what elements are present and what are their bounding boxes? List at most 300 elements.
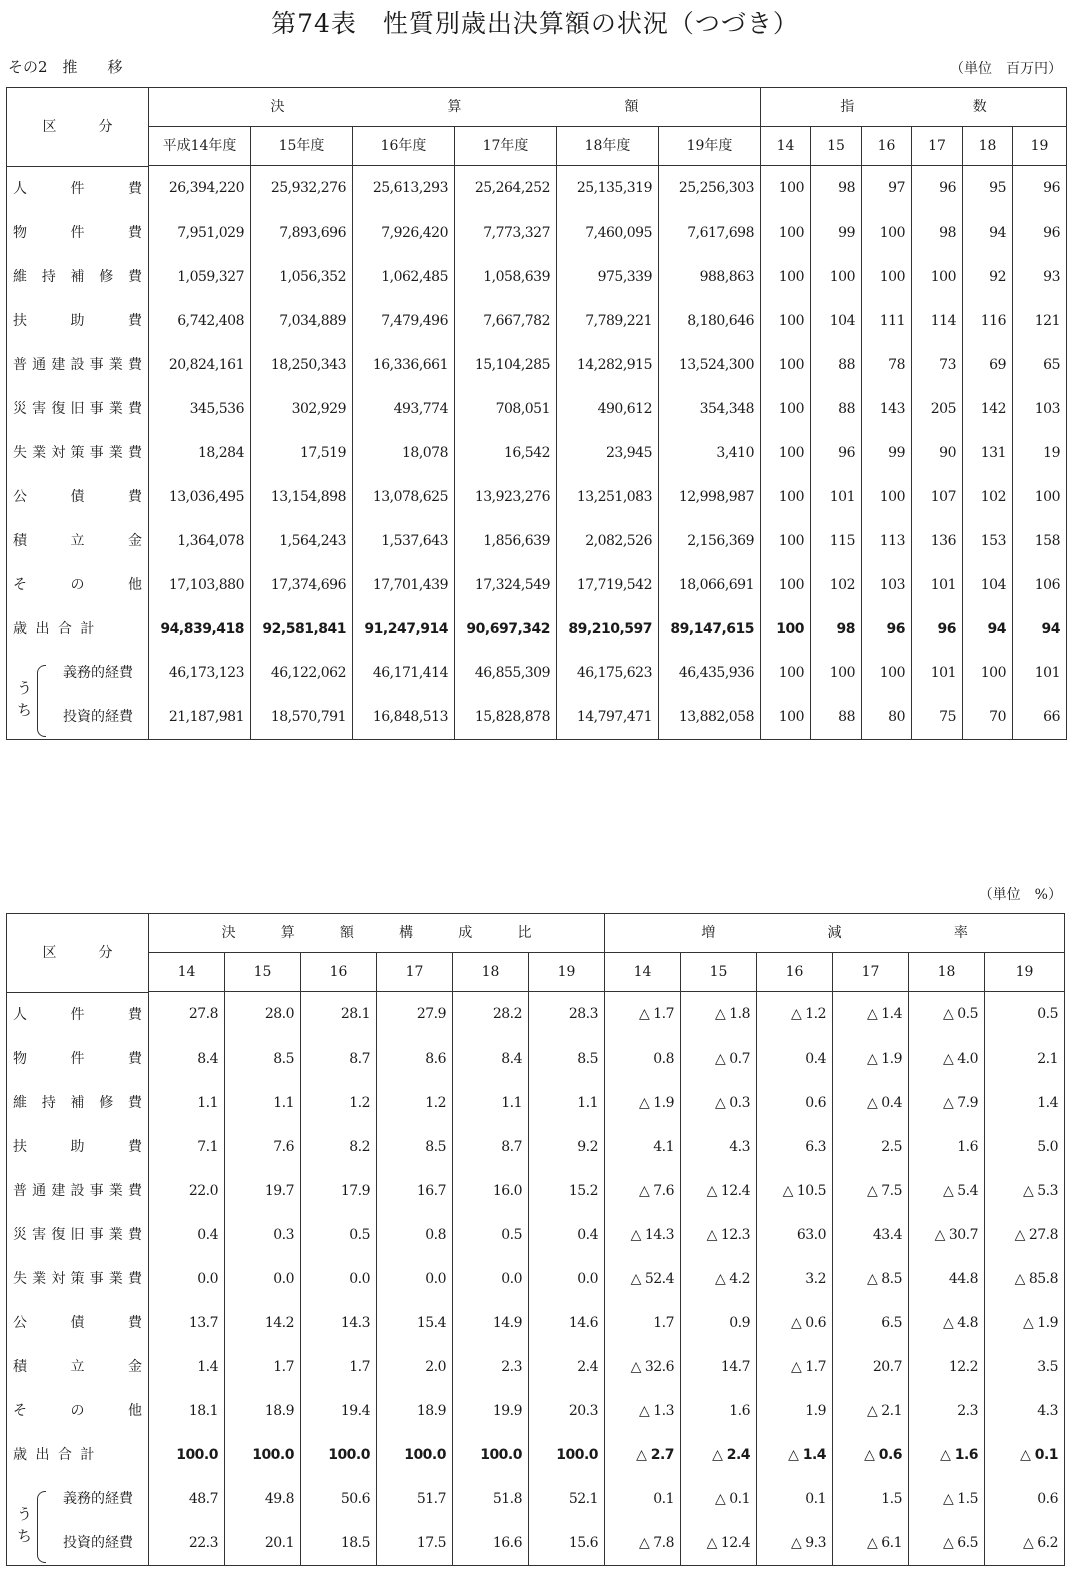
table-row (7, 475, 1067, 519)
value-cell: 51.8 (453, 1477, 529, 1521)
table-row (7, 299, 1067, 343)
value-cell: 25,264,252 (455, 166, 557, 211)
value-cell: △ 0.4 (833, 1081, 909, 1125)
column-header: 14 (149, 953, 225, 992)
value-cell: 16,336,661 (353, 343, 455, 387)
value-cell: △ 1.9 (605, 1081, 681, 1125)
row-label-char: 公 (13, 1314, 27, 1331)
row-label (7, 166, 148, 211)
row-label-char: 修 (99, 1094, 114, 1111)
row-label-char: 事 (89, 1226, 104, 1243)
value-cell: 100 (761, 651, 811, 695)
value-cell: 1.1 (225, 1081, 301, 1125)
value-cell: 20.3 (529, 1389, 605, 1433)
value-cell: 142 (963, 387, 1013, 431)
sub-row (7, 651, 1067, 695)
value-cell: 46,171,414 (353, 651, 455, 695)
value-cell: 1,564,243 (251, 519, 353, 563)
column-header: 16 (301, 953, 377, 992)
row-label-char: 持 (41, 1094, 56, 1111)
value-cell: 51.7 (377, 1477, 453, 1521)
table-row (7, 1213, 1065, 1257)
value-cell: △ 2.1 (833, 1389, 909, 1433)
row-label-char: 策 (70, 1270, 85, 1287)
value-cell: 17,103,880 (149, 563, 251, 607)
group-header-ratio (149, 914, 605, 953)
value-cell: 15.6 (529, 1521, 605, 1566)
column-header: 17 (377, 953, 453, 992)
value-cell: 2.0 (377, 1345, 453, 1389)
row-label-char: 費 (127, 1270, 142, 1287)
value-cell: 8.5 (529, 1037, 605, 1081)
page-title: 第74表 性質別歳出決算額の状況（つづき） (271, 9, 799, 38)
row-label-char: の (70, 1402, 85, 1419)
value-cell: 100 (761, 299, 811, 343)
value-cell: 102 (811, 563, 862, 607)
row-label (7, 1081, 148, 1125)
total-value: 96 (862, 607, 912, 651)
row-label (7, 211, 148, 255)
value-cell: 17,374,696 (251, 563, 353, 607)
group-header-rate-char: 率 (953, 925, 968, 941)
value-cell: 18,078 (353, 431, 455, 475)
value-cell: 100 (761, 475, 811, 519)
value-cell: 15,104,285 (455, 343, 557, 387)
value-cell: △ 1.2 (757, 992, 833, 1037)
row-label-char: 債 (70, 1314, 85, 1331)
value-cell: 28.0 (225, 992, 301, 1037)
value-cell: 96 (811, 431, 862, 475)
row-label-char: 業 (108, 1270, 123, 1287)
total-row (7, 1433, 1065, 1477)
value-cell: 100 (862, 475, 912, 519)
value-cell: 0.1 (757, 1477, 833, 1521)
value-cell: 100 (761, 519, 811, 563)
value-cell: 17.9 (301, 1169, 377, 1213)
row-label-char: 件 (70, 180, 85, 197)
value-cell: 0.0 (377, 1257, 453, 1301)
value-cell: 5.0 (985, 1125, 1065, 1169)
value-cell: 103 (862, 563, 912, 607)
value-cell: 96 (1013, 166, 1067, 211)
column-header: 16 (862, 127, 912, 166)
row-label (7, 519, 148, 563)
value-cell: △ 1.5 (909, 1477, 985, 1521)
total-label: 歳 出 合 計 (13, 1446, 97, 1463)
value-cell: 13,882,058 (659, 695, 761, 740)
row-label-char: 費 (127, 400, 142, 417)
value-cell: 1.6 (909, 1125, 985, 1169)
row-label-char: 災 (13, 400, 27, 417)
value-cell: 0.6 (985, 1477, 1065, 1521)
value-cell: 46,122,062 (251, 651, 353, 695)
value-cell: 1.6 (681, 1389, 757, 1433)
row-label-char: 金 (128, 532, 142, 549)
total-value: 100.0 (301, 1433, 377, 1477)
table-row (7, 1345, 1065, 1389)
value-cell: △ 5.3 (985, 1169, 1065, 1213)
value-cell: 115 (811, 519, 862, 563)
column-header: 平成14年度 (149, 127, 251, 166)
value-cell: 25,932,276 (251, 166, 353, 211)
row-label (7, 1389, 148, 1433)
sub-row-label-text: 義務的経費 (63, 1490, 133, 1507)
total-value: 94 (1013, 607, 1067, 651)
row-label-char: 件 (70, 1006, 85, 1023)
table-row (7, 1169, 1065, 1213)
value-cell: 12,998,987 (659, 475, 761, 519)
value-cell: 104 (811, 299, 862, 343)
total-value: 100 (761, 607, 811, 651)
value-cell: 0.0 (225, 1257, 301, 1301)
value-cell: 13,154,898 (251, 475, 353, 519)
row-label-char: 通 (32, 356, 47, 373)
row-label (7, 387, 148, 431)
value-cell: 70 (963, 695, 1013, 740)
sub-row-label (7, 695, 149, 740)
row-label-char: 策 (70, 444, 85, 461)
row-label-char: 業 (108, 1226, 123, 1243)
row-label (7, 992, 148, 1037)
group-header-amount-char: 算 (447, 99, 462, 115)
table-row (7, 992, 1065, 1037)
row-label-char: 費 (128, 1006, 142, 1023)
row-label-char: 維 (13, 268, 27, 285)
value-cell: 2.3 (909, 1389, 985, 1433)
value-cell: 101 (811, 475, 862, 519)
value-cell: 1,058,639 (455, 255, 557, 299)
value-cell: 88 (811, 387, 862, 431)
row-label-char: 業 (32, 1270, 47, 1287)
value-cell: △ 7.8 (605, 1521, 681, 1566)
uchi-mark: う ち (17, 1504, 33, 1545)
value-cell: 19.9 (453, 1389, 529, 1433)
value-cell: 97 (862, 166, 912, 211)
value-cell: 116 (963, 299, 1013, 343)
total-value: △ 1.4 (757, 1433, 833, 1477)
value-cell: 111 (862, 299, 912, 343)
value-cell: 7,773,327 (455, 211, 557, 255)
value-cell: 27.8 (149, 992, 225, 1037)
value-cell: 15.2 (529, 1169, 605, 1213)
row-label-char: 費 (128, 1050, 142, 1067)
value-cell: 100 (963, 651, 1013, 695)
value-cell: △ 1.7 (757, 1345, 833, 1389)
row-label-char: 人 (13, 180, 27, 197)
value-cell: 13,251,083 (557, 475, 659, 519)
table-row (7, 255, 1067, 299)
row-label-char: 費 (128, 488, 142, 505)
value-cell: 25,613,293 (353, 166, 455, 211)
table-row (7, 431, 1067, 475)
total-value: 100.0 (149, 1433, 225, 1477)
table-row (7, 166, 1067, 211)
value-cell: 88 (811, 695, 862, 740)
total-value: 89,210,597 (557, 607, 659, 651)
table-row (7, 1257, 1065, 1301)
value-cell: 95 (963, 166, 1013, 211)
value-cell: 25,256,303 (659, 166, 761, 211)
group-header-ratio-char: 決 (221, 925, 236, 941)
column-header: 17 (833, 953, 909, 992)
row-label (7, 1169, 148, 1213)
value-cell: △ 27.8 (985, 1213, 1065, 1257)
row-label-char: 旧 (70, 1226, 85, 1243)
value-cell: 1,364,078 (149, 519, 251, 563)
value-cell: 8.6 (377, 1037, 453, 1081)
row-label-char: 業 (108, 400, 123, 417)
value-cell: 27.9 (377, 992, 453, 1037)
column-header: 18年度 (557, 127, 659, 166)
value-cell: 50.6 (301, 1477, 377, 1521)
row-label-char: 費 (128, 268, 142, 285)
value-cell: 490,612 (557, 387, 659, 431)
value-cell: 153 (963, 519, 1013, 563)
row-label-char: 積 (13, 532, 27, 549)
value-cell: 1.7 (605, 1301, 681, 1345)
column-header: 17年度 (455, 127, 557, 166)
row-label-char: 費 (128, 312, 142, 329)
value-cell: 0.3 (225, 1213, 301, 1257)
column-header: 14 (605, 953, 681, 992)
value-cell: 66 (1013, 695, 1067, 740)
value-cell: 1,856,639 (455, 519, 557, 563)
column-header: 15 (811, 127, 862, 166)
total-value: △ 2.4 (681, 1433, 757, 1477)
group-header-index-char: 数 (972, 99, 987, 115)
value-cell: 100 (761, 255, 811, 299)
sub-row-label (7, 1521, 149, 1566)
value-cell: 92 (963, 255, 1013, 299)
value-cell: 0.8 (377, 1213, 453, 1257)
value-cell: 1.9 (757, 1389, 833, 1433)
row-label-char: 債 (70, 488, 85, 505)
value-cell: 7.1 (149, 1125, 225, 1169)
value-cell: 100 (862, 255, 912, 299)
row-label-char: 建 (51, 1182, 66, 1199)
row-label-char: 立 (70, 532, 85, 549)
value-cell: 100 (811, 651, 862, 695)
value-cell: 100 (811, 255, 862, 299)
column-header: 15 (681, 953, 757, 992)
sub-row (7, 1477, 1065, 1521)
value-cell: △ 12.4 (681, 1169, 757, 1213)
row-label (7, 1213, 148, 1257)
value-cell: △ 1.8 (681, 992, 757, 1037)
value-cell: △ 0.1 (681, 1477, 757, 1521)
value-cell: 136 (912, 519, 963, 563)
value-cell: 2.4 (529, 1345, 605, 1389)
value-cell: 28.1 (301, 992, 377, 1037)
value-cell: 6.5 (833, 1301, 909, 1345)
value-cell: 354,348 (659, 387, 761, 431)
value-cell: 101 (1013, 651, 1067, 695)
total-value: 100.0 (225, 1433, 301, 1477)
row-label-char: 復 (51, 400, 66, 417)
row-label-char: 人 (13, 1006, 27, 1023)
unit-label-percent: （単位 %） (978, 887, 1062, 903)
group-header-rate-char: 減 (827, 925, 842, 941)
value-cell: 0.1 (605, 1477, 681, 1521)
value-cell: 1.4 (149, 1345, 225, 1389)
value-cell: 8.4 (453, 1037, 529, 1081)
value-cell: 8.4 (149, 1037, 225, 1081)
value-cell: △ 7.6 (605, 1169, 681, 1213)
value-cell: 7,460,095 (557, 211, 659, 255)
group-header-index-char: 指 (840, 99, 855, 115)
value-cell: △ 6.5 (909, 1521, 985, 1566)
value-cell: 100 (862, 651, 912, 695)
value-cell: 18,570,791 (251, 695, 353, 740)
value-cell: 18.9 (225, 1389, 301, 1433)
column-header: 16年度 (353, 127, 455, 166)
row-label-char: 件 (70, 1050, 85, 1067)
composition-and-change-table (6, 913, 1065, 1566)
column-header: 16 (757, 953, 833, 992)
row-label-char: 物 (13, 1050, 27, 1067)
total-value: 90,697,342 (455, 607, 557, 651)
row-label-char: 業 (108, 444, 123, 461)
value-cell: 49.8 (225, 1477, 301, 1521)
value-cell: 7,951,029 (149, 211, 251, 255)
value-cell: 121 (1013, 299, 1067, 343)
row-label-char: 費 (128, 180, 142, 197)
value-cell: △ 4.0 (909, 1037, 985, 1081)
value-cell: 107 (912, 475, 963, 519)
row-label (7, 475, 148, 519)
value-cell: 46,175,623 (557, 651, 659, 695)
row-label-char: 普 (13, 356, 27, 373)
column-header: 18 (963, 127, 1013, 166)
value-cell: △ 5.4 (909, 1169, 985, 1213)
row-label (7, 1125, 148, 1169)
total-row (7, 607, 1067, 651)
value-cell: 100 (761, 343, 811, 387)
table-row (7, 1301, 1065, 1345)
value-cell: 28.2 (453, 992, 529, 1037)
row-label-char: 通 (32, 1182, 47, 1199)
total-value: 91,247,914 (353, 607, 455, 651)
value-cell: 4.1 (605, 1125, 681, 1169)
table-row (7, 211, 1067, 255)
sub-row (7, 1521, 1065, 1566)
row-label-char: 金 (128, 1358, 142, 1375)
row-label-char: 失 (13, 1270, 27, 1287)
value-cell: △ 32.6 (605, 1345, 681, 1389)
value-cell: 22.0 (149, 1169, 225, 1213)
value-cell: 1.1 (149, 1081, 225, 1125)
row-label-char: 助 (70, 1138, 85, 1155)
sub-row (7, 695, 1067, 740)
value-cell: 1.5 (833, 1477, 909, 1521)
value-cell: 13,524,300 (659, 343, 761, 387)
value-cell: 2.5 (833, 1125, 909, 1169)
value-cell: 8.5 (377, 1125, 453, 1169)
value-cell: 21,187,981 (149, 695, 251, 740)
value-cell: 23,945 (557, 431, 659, 475)
section-subtitle: その2 推 移 (8, 58, 123, 76)
value-cell: 1.2 (377, 1081, 453, 1125)
table-row (7, 1037, 1065, 1081)
value-cell: 17,519 (251, 431, 353, 475)
value-cell: 0.4 (757, 1037, 833, 1081)
value-cell: 4.3 (681, 1125, 757, 1169)
group-header-ratio-char: 比 (517, 925, 532, 941)
value-cell: 48.7 (149, 1477, 225, 1521)
value-cell: 0.4 (529, 1213, 605, 1257)
value-cell: 143 (862, 387, 912, 431)
row-label (7, 563, 148, 607)
row-label-char: 件 (70, 224, 85, 241)
value-cell: 100 (761, 211, 811, 255)
value-cell: 8,180,646 (659, 299, 761, 343)
value-cell: 18,066,691 (659, 563, 761, 607)
group-header-rate-char: 増 (701, 925, 716, 941)
value-cell: 100 (761, 563, 811, 607)
value-cell: 100 (1013, 475, 1067, 519)
value-cell: 7,926,420 (353, 211, 455, 255)
value-cell: 78 (862, 343, 912, 387)
value-cell: 0.6 (757, 1081, 833, 1125)
column-header: 14 (761, 127, 811, 166)
value-cell: 988,863 (659, 255, 761, 299)
value-cell: 17,324,549 (455, 563, 557, 607)
value-cell: 493,774 (353, 387, 455, 431)
value-cell: 131 (963, 431, 1013, 475)
value-cell: 98 (811, 166, 862, 211)
value-cell: 6,742,408 (149, 299, 251, 343)
row-label-char: 費 (127, 444, 142, 461)
value-cell: 100 (862, 211, 912, 255)
row-label-char: 費 (128, 1138, 142, 1155)
row-label-char: 他 (128, 1402, 142, 1419)
value-cell: △ 4.2 (681, 1257, 757, 1301)
table-row (7, 387, 1067, 431)
value-cell: 14,797,471 (557, 695, 659, 740)
group-header-amount (149, 88, 761, 127)
value-cell: 0.0 (301, 1257, 377, 1301)
value-cell: 8.7 (301, 1037, 377, 1081)
total-value: 89,147,615 (659, 607, 761, 651)
value-cell: △ 0.6 (757, 1301, 833, 1345)
value-cell: 0.5 (985, 992, 1065, 1037)
value-cell: 100 (761, 387, 811, 431)
unit-label-million-yen: （単位 百万円） (950, 61, 1062, 77)
row-label-char: 助 (70, 312, 85, 329)
group-header-ratio-char: 構 (399, 925, 414, 941)
value-cell: 52.1 (529, 1477, 605, 1521)
row-label-char: 害 (32, 1226, 47, 1243)
value-cell: 0.9 (681, 1301, 757, 1345)
column-header: 19 (985, 953, 1065, 992)
total-value: 94 (963, 607, 1013, 651)
row-label-char: の (70, 576, 85, 593)
value-cell: △ 1.3 (605, 1389, 681, 1433)
column-header: 17 (912, 127, 963, 166)
value-cell: 13,078,625 (353, 475, 455, 519)
value-cell: 103 (1013, 387, 1067, 431)
row-label-char: 業 (108, 356, 123, 373)
value-cell: △ 4.8 (909, 1301, 985, 1345)
value-cell: 9.2 (529, 1125, 605, 1169)
value-cell: △ 1.7 (605, 992, 681, 1037)
value-cell: 12.2 (909, 1345, 985, 1389)
row-label-char: 設 (70, 1182, 85, 1199)
row-label (7, 255, 148, 299)
value-cell: 975,339 (557, 255, 659, 299)
row-label (7, 1257, 148, 1301)
row-label (7, 343, 148, 387)
